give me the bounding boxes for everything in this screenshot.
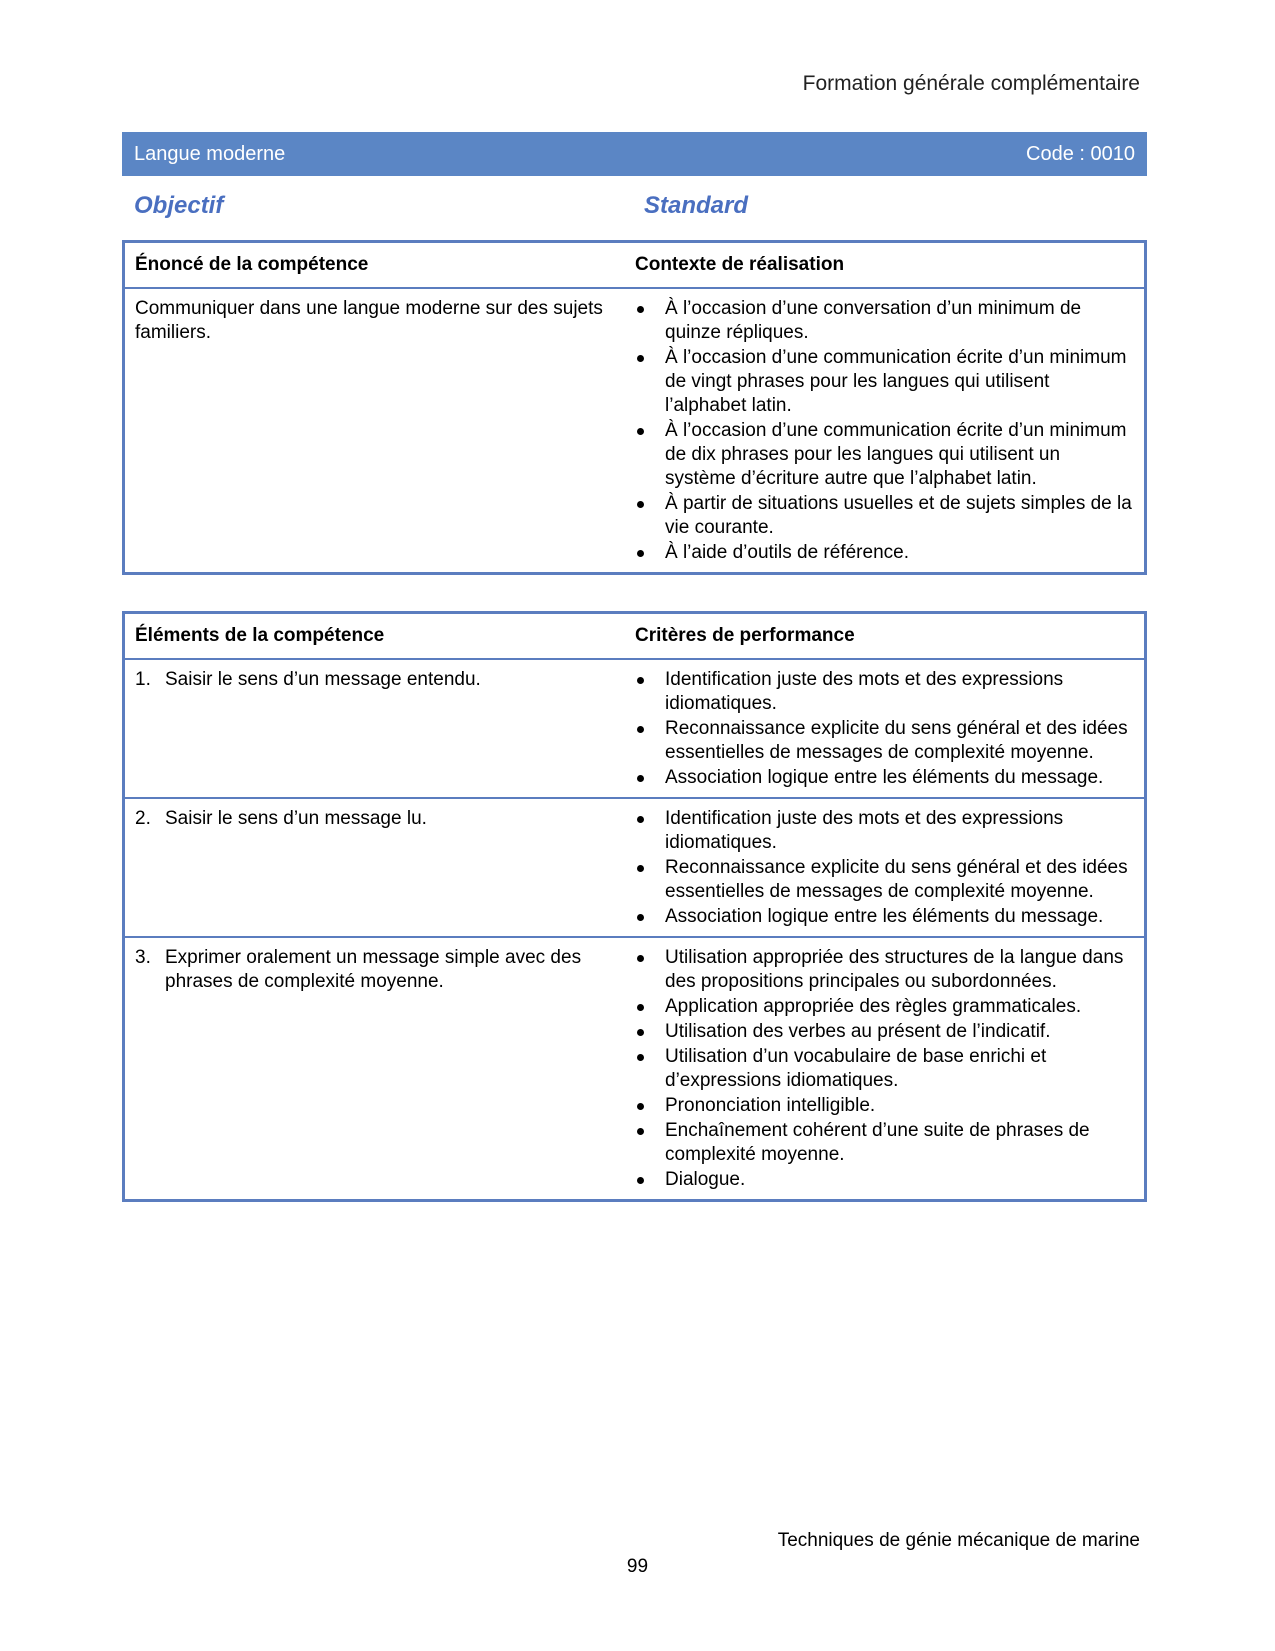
competency-row <box>125 287 1144 572</box>
col-header-criteria: Critères de performance <box>635 625 855 646</box>
element-number: 3. <box>135 947 151 968</box>
numbered-element <box>135 946 625 994</box>
criteria-list <box>635 946 1134 1192</box>
numbered-element <box>135 668 625 692</box>
competency-table <box>122 240 1147 575</box>
objective-heading: Objectif <box>134 192 224 219</box>
numbered-element <box>135 807 625 831</box>
element-row <box>125 797 1144 936</box>
criteria-item: Association logique entre les éléments du message. <box>635 766 1134 790</box>
col-header-elements: Éléments de la compétence <box>135 625 385 646</box>
context-item: À partir de situations usuelles et de sujets simples de la vie courante. <box>635 492 1134 540</box>
criteria-item: Utilisation des verbes au présent de l’indicatif. <box>635 1020 1134 1044</box>
criteria-cell <box>635 938 1144 1199</box>
page-number: 99 <box>626 1556 649 1577</box>
criteria-cell <box>635 799 1144 936</box>
element-row <box>125 936 1144 1199</box>
element-cell <box>125 799 635 936</box>
criteria-list <box>635 668 1134 790</box>
criteria-item: Application appropriée des règles grammaticales. <box>635 995 1134 1019</box>
context-item: À l’occasion d’une conversation d’un minimum de quinze répliques. <box>635 297 1134 345</box>
element-number: 1. <box>135 669 151 690</box>
criteria-item: Identification juste des mots et des expressions idiomatiques. <box>635 807 1134 855</box>
criteria-item: Association logique entre les éléments du message. <box>635 905 1134 929</box>
course-name: Langue moderne <box>134 142 286 165</box>
document-header: Formation générale complémentaire <box>802 72 1140 95</box>
elements-table <box>122 611 1147 1202</box>
col-header-statement: Énoncé de la compétence <box>135 254 369 275</box>
course-banner <box>122 132 1147 176</box>
context-item: À l’aide d’outils de référence. <box>635 541 1134 565</box>
element-row <box>125 658 1144 797</box>
context-list <box>635 297 1134 565</box>
criteria-item: Utilisation d’un vocabulaire de base enrichi et d’expressions idiomatiques. <box>635 1045 1134 1093</box>
element-text: Exprimer oralement un message simple avec des phrases de complexité moyenne. <box>165 947 582 992</box>
element-cell <box>125 660 635 797</box>
criteria-item: Prononciation intelligible. <box>635 1094 1134 1118</box>
competency-table-header <box>125 243 1144 287</box>
element-text: Saisir le sens d’un message lu. <box>165 808 427 829</box>
elements-table-header <box>125 614 1144 658</box>
criteria-item: Utilisation appropriée des structures de la langue dans des propositions principales ou subordonnées. <box>635 946 1134 994</box>
course-code: Code : 0010 <box>1026 142 1135 165</box>
context-cell <box>635 289 1144 572</box>
criteria-cell <box>635 660 1144 797</box>
element-cell <box>125 938 635 1199</box>
context-item: À l’occasion d’une communication écrite d’un minimum de vingt phrases pour les langues qui utilisent l’alphabet latin. <box>635 346 1134 418</box>
criteria-item: Dialogue. <box>635 1168 1134 1192</box>
footer-program: Techniques de génie mécanique de marine <box>777 1530 1140 1551</box>
criteria-item: Enchaînement cohérent d’une suite de phrases de complexité moyenne. <box>635 1119 1134 1167</box>
element-number: 2. <box>135 808 151 829</box>
element-text: Saisir le sens d’un message entendu. <box>165 669 481 690</box>
context-item: À l’occasion d’une communication écrite d’un minimum de dix phrases pour les langues qui utilisent un système d’écriture autre que l’alphabet latin. <box>635 419 1134 491</box>
competency-statement: Communiquer dans une langue moderne sur des sujets familiers. <box>135 298 603 343</box>
criteria-list <box>635 807 1134 929</box>
criteria-item: Identification juste des mots et des expressions idiomatiques. <box>635 668 1134 716</box>
col-header-context: Contexte de réalisation <box>635 254 845 275</box>
standard-heading: Standard <box>644 192 749 219</box>
criteria-item: Reconnaissance explicite du sens général et des idées essentielles de messages de complexité moyenne. <box>635 717 1134 765</box>
criteria-item: Reconnaissance explicite du sens général et des idées essentielles de messages de complexité moyenne. <box>635 856 1134 904</box>
